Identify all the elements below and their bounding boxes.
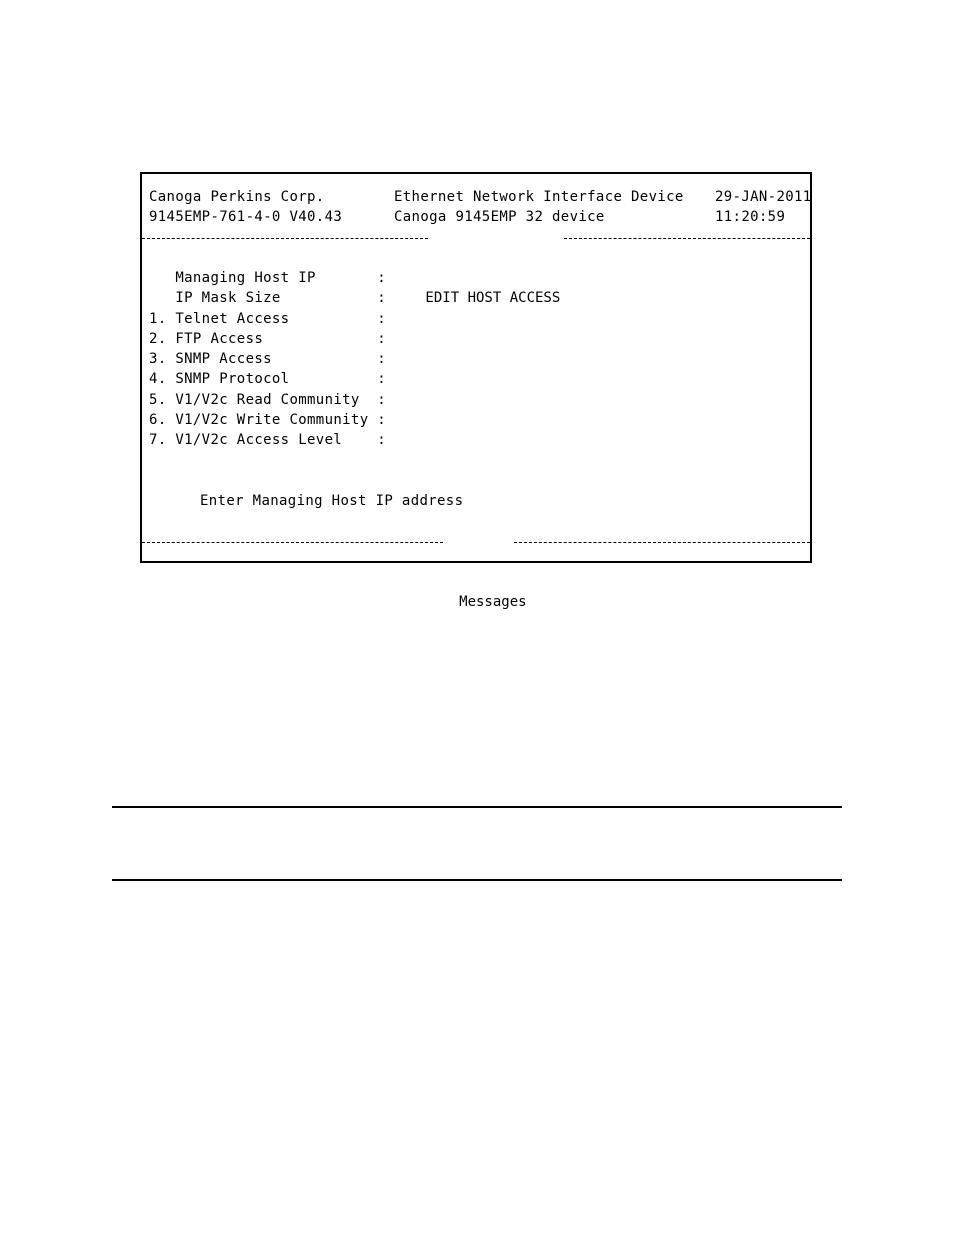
horizontal-rule-top xyxy=(112,806,842,808)
date-display: 29-JAN-2011 xyxy=(715,189,812,205)
section-title: EDIT HOST ACCESS xyxy=(425,290,561,306)
terminal-screen xyxy=(140,172,812,610)
field-snmp-access[interactable]: 3. SNMP Access : xyxy=(149,351,387,367)
field-ftp-access[interactable]: 2. FTP Access : xyxy=(149,331,387,347)
device-name: Canoga 9145EMP 32 device xyxy=(394,209,605,225)
device-type: Ethernet Network Interface Device xyxy=(394,189,684,205)
field-ip-mask-size[interactable]: IP Mask Size : xyxy=(149,290,387,306)
time-display: 11:20:59 xyxy=(715,209,786,225)
horizontal-rule-bottom xyxy=(112,879,842,881)
field-write-community[interactable]: 6. V1/V2c Write Community : xyxy=(149,412,387,428)
field-snmp-protocol[interactable]: 4. SNMP Protocol : xyxy=(149,371,387,387)
field-access-level[interactable]: 7. V1/V2c Access Level : xyxy=(149,432,387,448)
messages-divider xyxy=(142,532,810,632)
field-telnet-access[interactable]: 1. Telnet Access : xyxy=(149,311,387,327)
model-version: 9145EMP-761-4-0 V40.43 xyxy=(149,209,343,225)
field-read-community[interactable]: 5. V1/V2c Read Community : xyxy=(149,392,387,408)
company-name: Canoga Perkins Corp. xyxy=(149,189,325,205)
input-prompt: Enter Managing Host IP address xyxy=(200,493,464,509)
field-managing-host-ip[interactable]: Managing Host IP : xyxy=(149,270,387,286)
messages-title: Messages xyxy=(459,594,527,610)
